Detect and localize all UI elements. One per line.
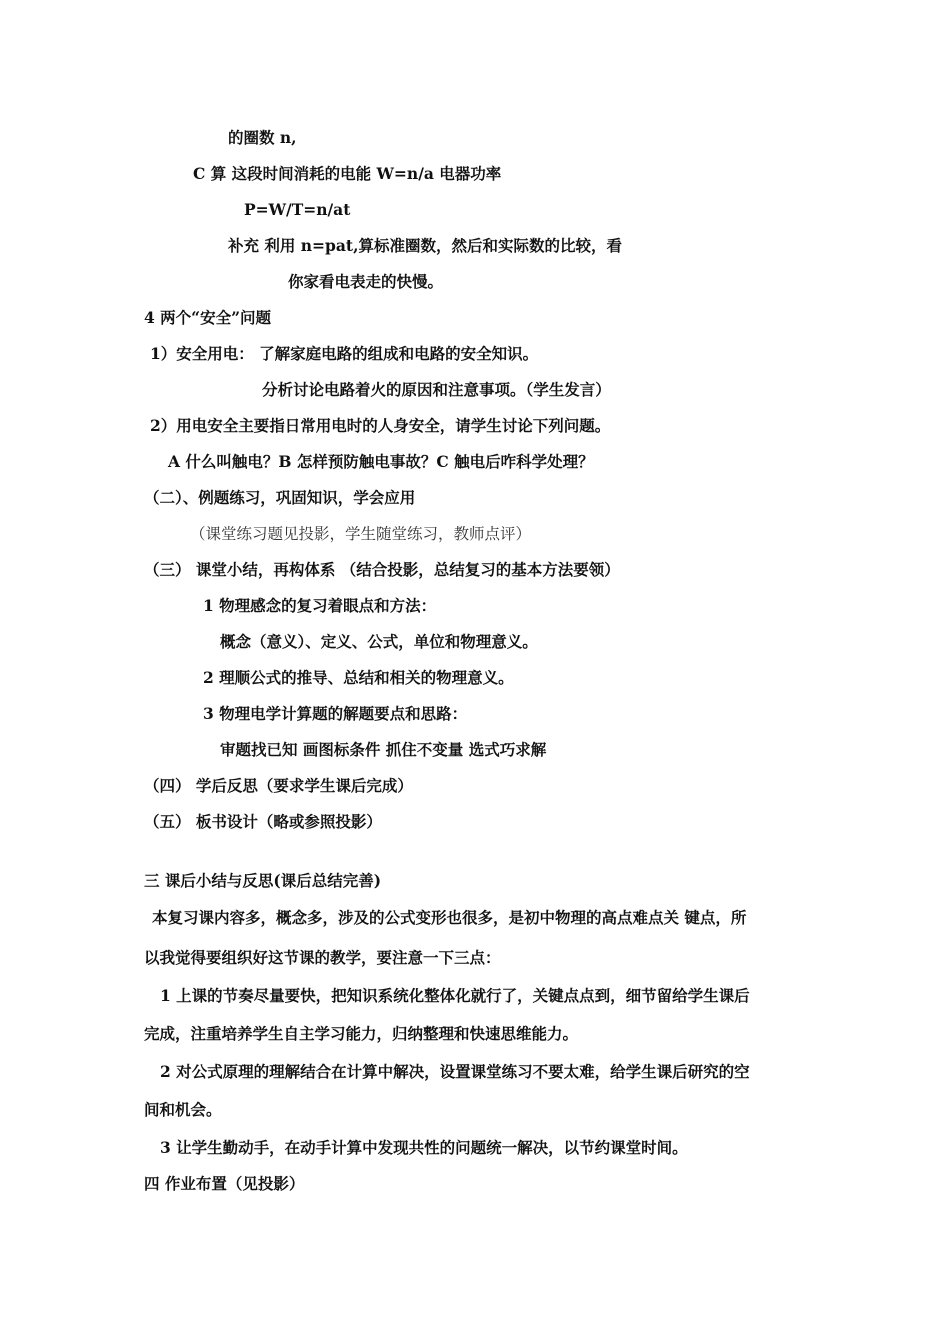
text-line: 完成，注重培养学生自主学习能力，归纳整理和快速思维能力。	[144, 1024, 579, 1043]
text-line: 1）安全用电： 了解家庭电路的组成和电路的安全知识。	[150, 344, 539, 363]
text-line: 三 课后小结与反思(课后总结完善)	[144, 871, 382, 890]
text-line: 4 两个“安全”问题	[144, 308, 272, 327]
text-line: A 什么叫触电？B 怎样预防触电事故？C 触电后咋科学处理？	[168, 452, 594, 471]
text-line: 补充 利用 n=pat,算标准圈数，然后和实际数的比较，看	[228, 236, 622, 255]
text-line: （四） 学后反思（要求学生课后完成）	[144, 776, 413, 795]
text-line: 间和机会。	[144, 1100, 222, 1119]
text-line: 以我觉得要组织好这节课的教学，要注意一下三点：	[144, 948, 501, 967]
text-line: （课堂练习题见投影，学生随堂练习，教师点评）	[190, 525, 532, 543]
text-line: 2）用电安全主要指日常用电时的人身安全，请学生讨论下列问题。	[150, 416, 611, 435]
text-line: （三） 课堂小结，再构体系 （结合投影，总结复习的基本方法要领）	[144, 560, 620, 579]
text-line: 1 上课的节奏尽量要快，把知识系统化整体化就行了，关键点点到，细节留给学生课后	[160, 986, 750, 1005]
text-line: 3 让学生勤动手，在动手计算中发现共性的问题统一解决，以节约课堂时间。	[160, 1138, 688, 1157]
text-line: P=W/T=n/at	[244, 200, 351, 219]
text-line: 四 作业布置（见投影）	[144, 1174, 305, 1193]
text-line: 分析讨论电路着火的原因和注意事项。（学生发言）	[262, 380, 611, 399]
text-line: 本复习课内容多，概念多，涉及的公式变形也很多，是初中物理的高点难点关 键点，所	[152, 908, 747, 927]
text-line: C 算 这段时间消耗的电能 W=n/a 电器功率	[193, 164, 502, 183]
text-line: 3 物理电学计算题的解题要点和思路：	[203, 704, 468, 723]
text-line: （五） 板书设计（略或参照投影）	[144, 812, 382, 831]
text-line: 审题找已知 画图标条件 抓住不变量 选式巧求解	[220, 740, 547, 759]
text-line: 你家看电表走的快慢。	[288, 272, 444, 291]
text-line: （二）、例题练习，巩固知识，学会应用	[144, 488, 416, 507]
text-line: 1 物理感念的复习着眼点和方法：	[203, 596, 437, 615]
text-line: 的圈数 n,	[228, 128, 297, 147]
text-line: 2 理顺公式的推导、总结和相关的物理意义。	[203, 668, 514, 687]
text-line: 概念（意义）、定义、公式，单位和物理意义。	[220, 632, 538, 651]
text-line: 2 对公式原理的理解结合在计算中解决，设置课堂练习不要太难，给学生课后研究的空	[160, 1062, 750, 1081]
